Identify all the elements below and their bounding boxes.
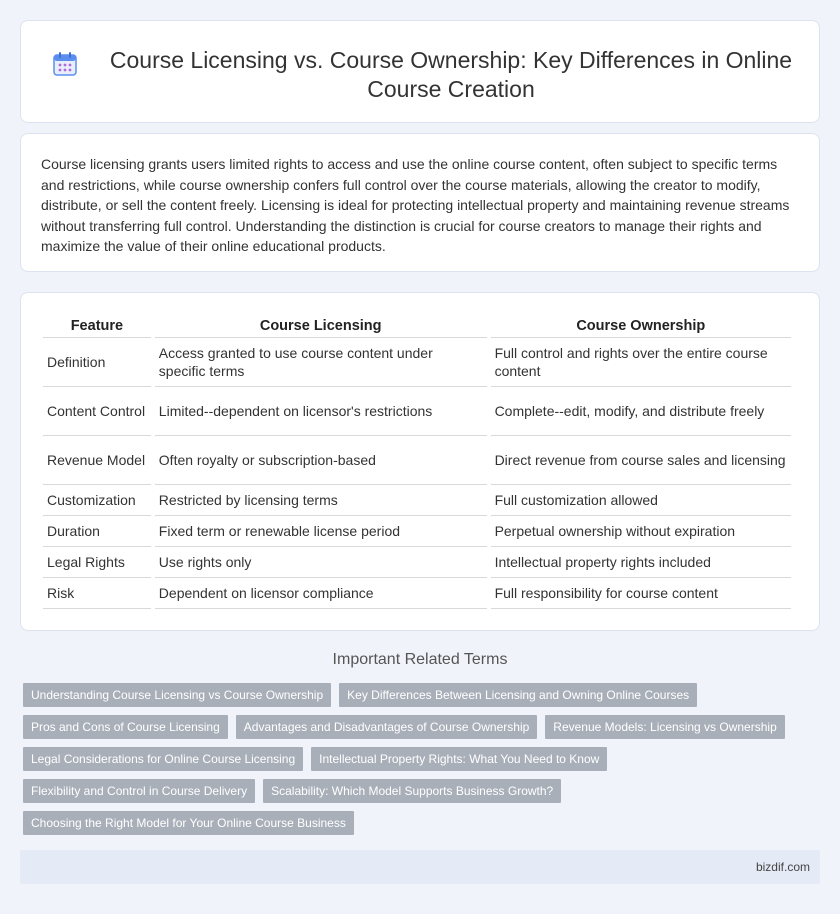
related-tag[interactable]: Understanding Course Licensing vs Course Ownership (23, 683, 331, 707)
related-tag[interactable]: Intellectual Property Rights: What You Need to Know (311, 747, 607, 771)
related-tag[interactable]: Revenue Models: Licensing vs Ownership (545, 715, 784, 739)
cell-ownership: Direct revenue from course sales and licensing (491, 436, 791, 485)
related-tag[interactable]: Flexibility and Control in Course Delivery (23, 779, 255, 803)
related-terms-title: Important Related Terms (332, 651, 508, 668)
cell-feature: Definition (43, 338, 151, 387)
related-tag[interactable]: Advantages and Disadvantages of Course Ownership (236, 715, 538, 739)
related-tag[interactable]: Scalability: Which Model Supports Business Growth? (263, 779, 561, 803)
related-tag[interactable]: Pros and Cons of Course Licensing (23, 715, 228, 739)
cell-licensing: Dependent on licensor compliance (155, 578, 487, 609)
related-tag[interactable]: Choosing the Right Model for Your Online Course Business (23, 811, 354, 835)
cell-feature: Legal Rights (43, 547, 151, 578)
cell-feature: Risk (43, 578, 151, 609)
header-card (20, 20, 820, 123)
header-course-ownership: Course Ownership (491, 310, 791, 338)
table-header-row (43, 310, 791, 338)
intro-paragraph: Course licensing grants users limited rights to access and use the online course content, often subject to specific terms and restrictions, while course ownership confers full control over the course materials, allowing the creator to modify, distribute, or sell the content freely. Licensing is ideal for protecting intellectual property and maintaining revenue streams without transferring full control. Understanding the distinction is crucial for course creators to manage their rights and maximize the value of their online educational products. (41, 156, 790, 254)
footer-brand[interactable]: bizdif.com (755, 860, 810, 874)
comparison-table (39, 310, 795, 609)
related-tag[interactable]: Legal Considerations for Online Course Licensing (23, 747, 303, 771)
cell-ownership: Perpetual ownership without expiration (491, 516, 791, 547)
cell-ownership: Full control and rights over the entire course content (491, 338, 791, 387)
comparison-table-card (20, 292, 820, 631)
table-row (43, 387, 791, 436)
table-row (43, 338, 791, 387)
cell-licensing: Restricted by licensing terms (155, 485, 487, 516)
table-row (43, 485, 791, 516)
cell-licensing: Fixed term or renewable license period (155, 516, 487, 547)
cell-feature: Revenue Model (43, 436, 151, 485)
related-terms-tags (23, 683, 803, 843)
cell-feature: Customization (43, 485, 151, 516)
cell-licensing: Use rights only (155, 547, 487, 578)
intro-card (20, 133, 820, 272)
table-row (43, 436, 791, 485)
cell-ownership: Complete--edit, modify, and distribute freely (491, 387, 791, 436)
footer (20, 850, 820, 884)
cell-ownership: Intellectual property rights included (491, 547, 791, 578)
cell-ownership: Full customization allowed (491, 485, 791, 516)
header-course-licensing: Course Licensing (155, 310, 487, 338)
title-wrap (51, 46, 809, 104)
cell-licensing: Limited--dependent on licensor's restrictions (155, 387, 487, 436)
page-title: Course Licensing vs. Course Ownership: Key Differences in Online Course Creation (109, 47, 793, 102)
calendar-icon (51, 50, 79, 78)
header-feature: Feature (43, 310, 151, 338)
cell-ownership: Full responsibility for course content (491, 578, 791, 609)
table-row (43, 578, 791, 609)
related-tag[interactable]: Key Differences Between Licensing and Owning Online Courses (339, 683, 697, 707)
cell-licensing: Access granted to use course content under specific terms (155, 338, 487, 387)
cell-feature: Content Control (43, 387, 151, 436)
cell-feature: Duration (43, 516, 151, 547)
table-row (43, 547, 791, 578)
table-row (43, 516, 791, 547)
cell-licensing: Often royalty or subscription-based (155, 436, 487, 485)
